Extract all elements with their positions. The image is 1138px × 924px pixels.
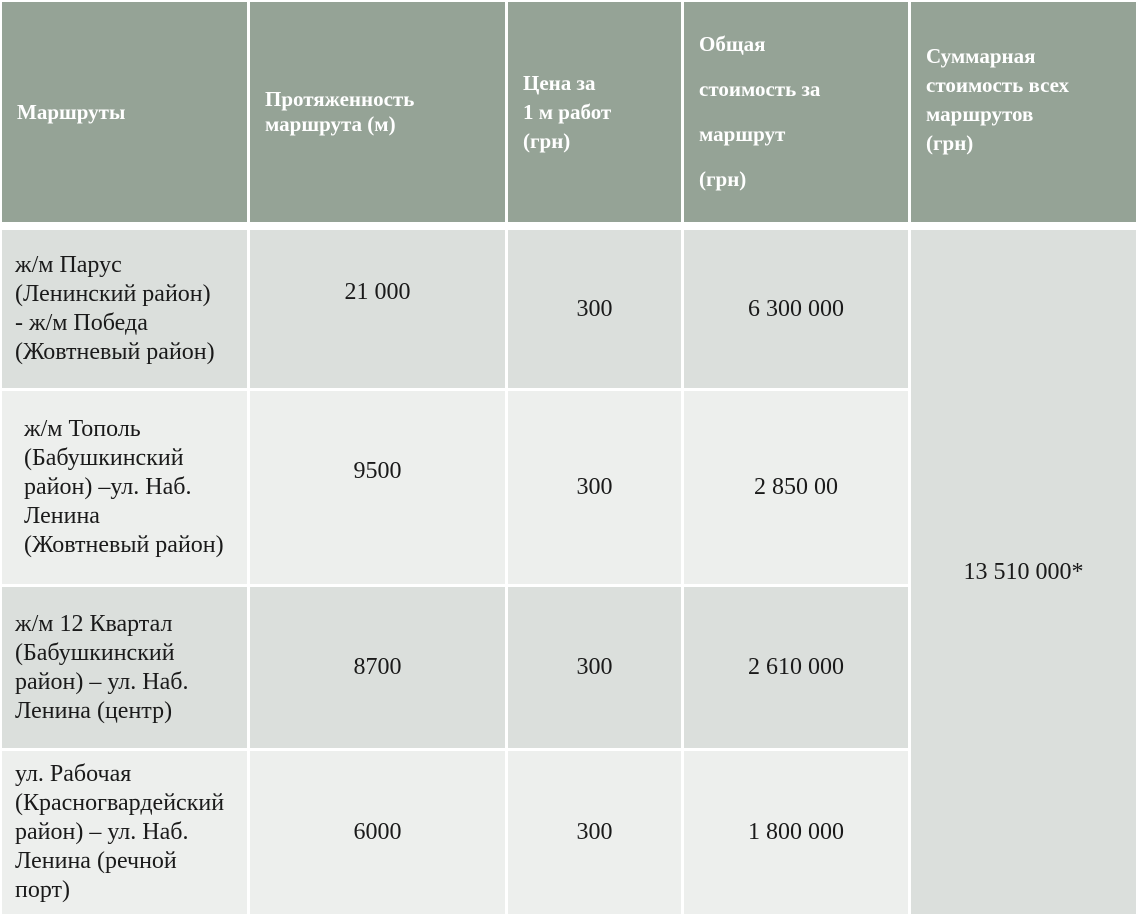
route-total: 6 300 000 — [748, 295, 844, 322]
route-price: 300 — [576, 474, 613, 500]
route-total: 2 610 000 — [748, 654, 844, 680]
route-length: 8700 — [353, 654, 402, 680]
table-row-1-price — [508, 230, 681, 388]
header-sum-label: Суммарная стоимость всех маршрутов (грн) — [926, 44, 1070, 155]
table-row-1-route — [2, 230, 247, 388]
header-route — [2, 2, 247, 222]
table-row-3-route — [2, 587, 247, 748]
route-name: ул. Рабочая (Красногвардейский район) – ул. Наб. Ленина (речной порт) — [15, 761, 225, 903]
route-length: 9500 — [353, 458, 402, 484]
route-total: 1 800 000 — [748, 819, 844, 845]
table-row-4-route — [2, 751, 247, 914]
route-name: ж/м 12 Квартал (Бабушкинский район) – ул. Наб. Ленина (центр) — [15, 610, 189, 724]
table-row-3-price — [508, 587, 681, 748]
route-price: 300 — [576, 819, 613, 845]
table-row-2-route — [2, 391, 247, 584]
route-name: ж/м Парус (Ленинский район) - ж/м Победа (Жовтневый район) — [15, 252, 215, 365]
header-route-label: Маршруты — [17, 99, 126, 124]
table-row-4-total — [684, 751, 908, 914]
sum-total-cell — [911, 230, 1136, 914]
route-length: 21 000 — [344, 279, 411, 305]
route-price: 300 — [576, 295, 613, 322]
header-sum — [911, 2, 1136, 222]
table-row-1-total — [684, 230, 908, 388]
route-price: 300 — [576, 654, 613, 680]
header-length — [250, 2, 505, 222]
table-row-4-price — [508, 751, 681, 914]
route-total: 2 850 00 — [754, 474, 838, 500]
table-row-4-length — [250, 751, 505, 914]
header-length-label: Протяженность маршрута (м) — [265, 87, 415, 136]
header-price — [508, 2, 681, 222]
route-length: 6000 — [353, 819, 402, 845]
header-total — [684, 2, 908, 222]
route-name: ж/м Тополь (Бабушкинский район) –ул. Наб. Ленина (Жовтневый район) — [24, 416, 224, 558]
table-row-3-length — [250, 587, 505, 748]
sum-total-value: 13 510 000* — [963, 558, 1084, 585]
table-row-1-length — [250, 230, 505, 388]
table-row-3-total — [684, 587, 908, 748]
table-row-2-total — [684, 391, 908, 584]
table-row-2-length — [250, 391, 505, 584]
table-row-2-price — [508, 391, 681, 584]
header-total-label: Общая стоимость за маршрут (грн) — [699, 32, 821, 191]
header-price-label: Цена за 1 м работ (грн) — [523, 70, 612, 153]
